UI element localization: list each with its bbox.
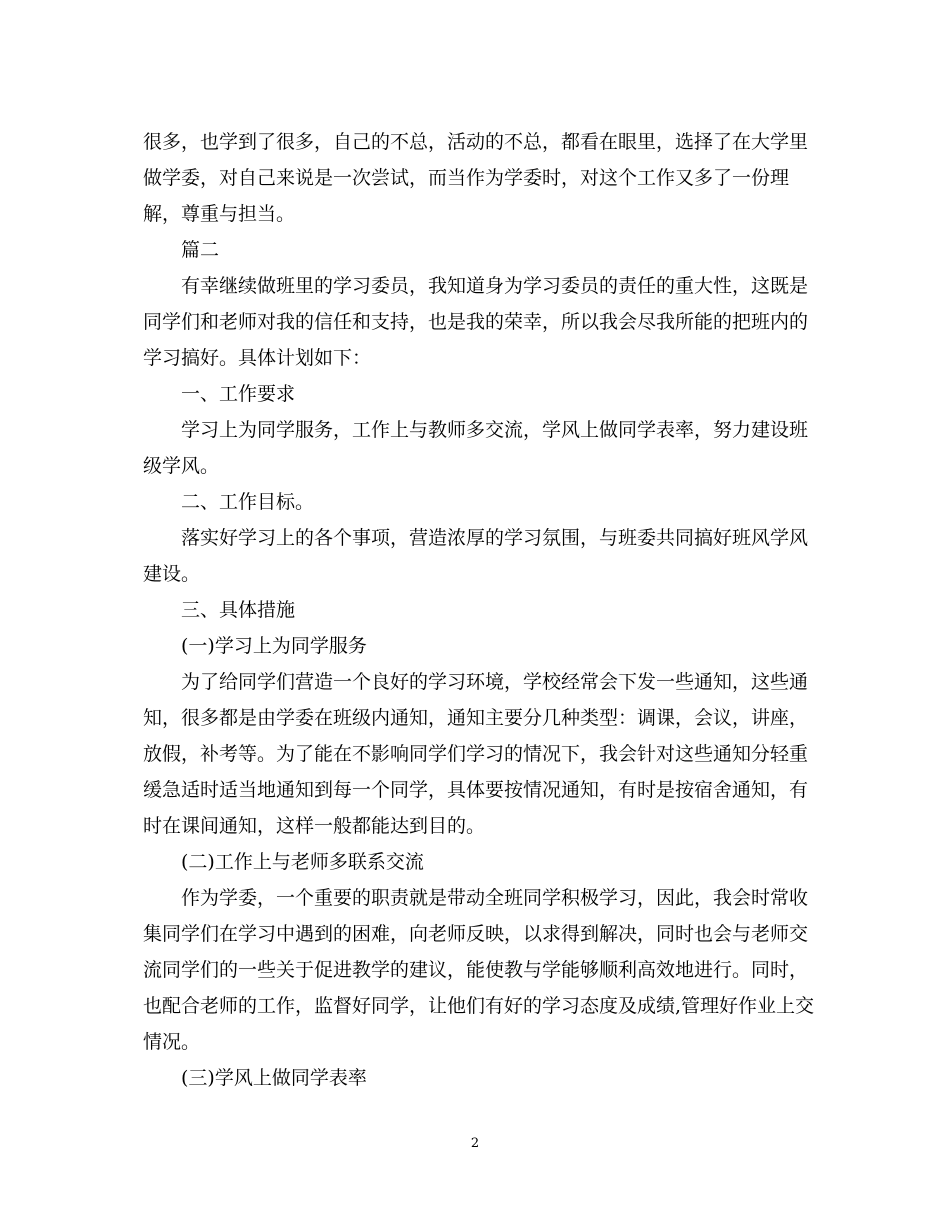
text-line: 解，尊重与担当。 xyxy=(143,203,296,225)
page-number: 2 xyxy=(470,1136,480,1151)
text-line: 有幸继续做班里的学习委员，我知道身为学习委员的责任的重大性，这既是 xyxy=(181,275,809,297)
text-line: 作为学委，一个重要的职责就是带动全班同学积极学习，因此，我会时常收 xyxy=(181,887,809,909)
text-line: (一)学习上为同学服务 xyxy=(181,635,367,657)
text-line: (三)学风上做同学表率 xyxy=(181,1067,367,1089)
text-line: 建设。 xyxy=(143,563,201,585)
text-line: 流同学们的一些关于促进教学的建议，能使教与学能够顺利高效地进行。同时， xyxy=(143,959,809,981)
text-line: 为了给同学们营造一个良好的学习环境，学校经常会下发一些通知，这些通 xyxy=(181,671,809,693)
text-line: 也配合老师的工作，监督好同学，让他们有好的学习态度及成绩,管理好作业上交 xyxy=(143,995,815,1017)
text-line: 学习搞好。具体计划如下： xyxy=(143,347,372,369)
text-line: 落实好学习上的各个事项，营造浓厚的学习氛围，与班委共同搞好班风学风 xyxy=(181,527,809,549)
text-line: 知，很多都是由学委在班级内通知，通知主要分几种类型：调课，会议，讲座， xyxy=(143,707,809,729)
text-line: 时在课间通知，这样一般都能达到目的。 xyxy=(143,815,486,837)
body-text xyxy=(143,124,815,1096)
text-line: 缓急适时适当地通知到每一个同学，具体要按情况通知，有时是按宿舍通知，有 xyxy=(143,779,809,801)
text-line: 集同学们在学习中遇到的困难，向老师反映，以求得到解决，同时也会与老师交 xyxy=(143,923,809,945)
text-line: 三、具体措施 xyxy=(181,599,296,621)
text-line: 篇二 xyxy=(181,239,220,261)
text-line: 很多，也学到了很多，自己的不总，活动的不总，都看在眼里，选择了在大学里 xyxy=(143,131,809,153)
text-line: 一、工作要求 xyxy=(181,383,296,405)
text-line: (二)工作上与老师多联系交流 xyxy=(181,851,424,873)
text-line: 级学风。 xyxy=(143,455,220,477)
text-line: 学习上为同学服务，工作上与教师多交流，学风上做同学表率，努力建设班 xyxy=(181,419,809,441)
text-line: 二、工作目标。 xyxy=(181,491,315,513)
text-line: 放假，补考等。为了能在不影响同学们学习的情况下，我会针对这些通知分轻重 xyxy=(143,743,809,765)
text-line: 做学委，对自己来说是一次尝试，而当作为学委时，对这个工作又多了一份理 xyxy=(143,167,790,189)
text-line: 同学们和老师对我的信任和支持，也是我的荣幸，所以我会尽我所能的把班内的 xyxy=(143,311,809,333)
text-line: 情况。 xyxy=(143,1031,201,1053)
